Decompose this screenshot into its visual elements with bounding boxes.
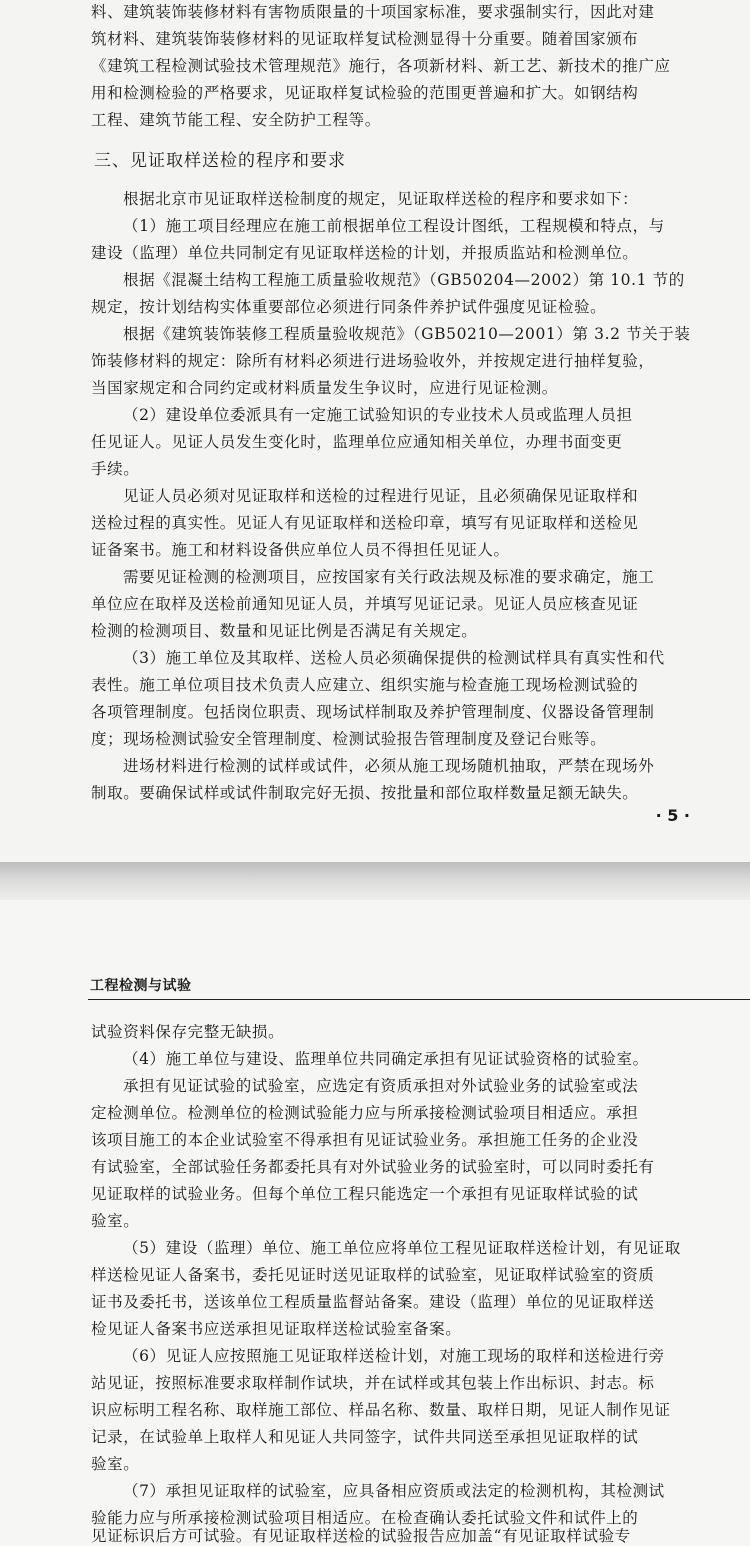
section-heading: 三、见证取样送检的程序和要求: [94, 151, 346, 171]
text-line: 试验资料保存完整无缺损。: [91, 1023, 285, 1041]
text-line: 表性。施工单位项目技术负责人应建立、组织实施与检查施工现场检测试验的: [91, 676, 639, 694]
text-line: 工程、建筑节能工程、安全防护工程等。: [91, 111, 381, 129]
text-line: 当国家规定和合同约定或材料质量发生争议时，应进行见证检测。: [91, 379, 558, 397]
text-line: 见证人员必须对见证取样和送检的过程进行见证，且必须确保见证取样和: [123, 487, 639, 505]
text-line: 见证取样的试验业务。但每个单位工程只能选定一个承担有见证取样试验的试: [91, 1185, 639, 1203]
text-line: 筑材料、建筑装饰装修材料的见证取样复试检测显得十分重要。随着国家颁布: [91, 30, 639, 48]
text-line: 承担有见证试验的试验室，应选定有资质承担对外试验业务的试验室或法: [123, 1077, 639, 1095]
running-head: 工程检测与试验: [90, 978, 192, 994]
text-line: 记录，在试验单上取样人和见证人共同签字，试件共同送至承担见证取样的试: [91, 1428, 639, 1446]
text-line: 识应标明工程名称、取样施工部位、样品名称、数量、取样日期，见证人制作见证: [91, 1401, 671, 1419]
text-line: 检见证人备案书应送承担见证取样送检试验室备案。: [91, 1320, 462, 1338]
header-rule: [88, 999, 750, 1000]
page-gap: [0, 862, 750, 900]
text-line: 饰装修材料的规定：除所有材料必须进行进场验收外，并按规定进行抽样复验，: [91, 352, 655, 370]
text-line: 根据北京市见证取样送检制度的规定，见证取样送检的程序和要求如下：: [123, 190, 639, 208]
text-line: 单位应在取样及送检前通知见证人员，并填写见证记录。见证人员应核查见证: [91, 595, 639, 613]
text-line: （5）建设（监理）单位、施工单位应将单位工程见证取样送检计划，有见证取: [123, 1239, 681, 1257]
text-line: 制取。要确保试样或试件制取完好无损、按批量和部位取样数量足额无缺失。: [91, 784, 639, 802]
text-line: （4）施工单位与建设、监理单位共同确定承担有见证试验资格的试验室。: [123, 1050, 649, 1068]
text-line: 任见证人。见证人员发生变化时，监理单位应通知相关单位，办理书面变更: [91, 433, 623, 451]
page-number: · 5 ·: [655, 806, 690, 825]
text-line: 规定，按计划结构实体重要部位必须进行同条件养护试件强度见证检验。: [91, 298, 607, 316]
text-line: 验室。: [91, 1455, 140, 1473]
text-line: 需要见证检测的检测项目，应按国家有关行政法规及标准的要求确定，施工: [123, 568, 655, 586]
text-line: 根据《建筑装饰装修工程质量验收规范》（GB50210—2001）第 3.2 节关于装: [123, 325, 691, 343]
text-line: 手续。: [91, 460, 140, 478]
text-line: 验能力应与所承接检测试验项目相适应。在检查确认委托试验文件和试件上的: [91, 1509, 639, 1527]
text-line: 用和检测检验的严格要求，见证取样复试检验的范围更普遍和扩大。如钢结构: [91, 84, 639, 102]
text-line: 各项管理制度。包括岗位职责、现场试样制取及养护管理制度、仪器设备管理制: [91, 703, 655, 721]
text-line: 该项目施工的本企业试验室不得承担有见证试验业务。承担施工任务的企业没: [91, 1131, 639, 1149]
text-line: 送检过程的真实性。见证人有见证取样和送检印章，填写有见证取样和送检见: [91, 514, 639, 532]
text-line: 根据《混凝土结构工程施工质量验收规范》（GB50204—2002）第 10.1 节的: [123, 271, 685, 289]
text-line: （3）施工单位及其取样、送检人员必须确保提供的检测试样具有真实性和代: [123, 649, 665, 667]
text-line: 料、建筑装饰装修材料有害物质限量的十项国家标准，要求强制实行，因此对建: [91, 3, 655, 21]
text-line: 证备案书。施工和材料设备供应单位人员不得担任见证人。: [91, 541, 510, 559]
text-line: 定检测单位。检测单位的检测试验能力应与所承接检测试验项目相适应。承担: [91, 1104, 639, 1122]
text-line: 《建筑工程检测试验技术管理规范》施行，各项新材料、新工艺、新技术的推广应: [91, 57, 671, 75]
text-line: 有试验室，全部试验任务都委托具有对外试验业务的试验室时，可以同时委托有: [91, 1158, 655, 1176]
text-line: 验室。: [91, 1212, 140, 1230]
text-line: 度；现场检测试验安全管理制度、检测试验报告管理制度及登记台账等。: [91, 730, 607, 748]
text-line: 证书及委托书，送该单位工程质量监督站备案。建设（监理）单位的见证取样送: [91, 1293, 655, 1311]
text-line: 进场材料进行检测的试样或试件，必须从施工现场随机抽取，严禁在现场外: [123, 757, 655, 775]
text-line: 样送检见证人备案书，委托见证时送见证取样的试验室，见证取样试验室的资质: [91, 1266, 655, 1284]
text-line: （7）承担见证取样的试验室，应具备相应资质或法定的检测机构，其检测试: [123, 1482, 665, 1500]
text-line: （6）见证人应按照施工见证取样送检计划，对施工现场的取样和送检进行旁: [123, 1347, 665, 1365]
text-line: （2）建设单位委派具有一定施工试验知识的专业技术人员或监理人员担: [123, 406, 633, 424]
text-line: 建设（监理）单位共同制定有见证取样送检的计划，并报质监站和检测单位。: [91, 244, 639, 262]
text-line: 检测的检测项目、数量和见证比例是否满足有关规定。: [91, 622, 478, 640]
text-line: 站见证，按照标准要求取样制作试块，并在试样或其包装上作出标识、封志。标: [91, 1374, 655, 1392]
text-line: 见证标识后方可试验。有见证取样送检的试验报告应加盖“有见证取样试验专: [91, 1527, 631, 1545]
text-line: （1）施工项目经理应在施工前根据单位工程设计图纸，工程规模和特点，与: [123, 217, 665, 235]
